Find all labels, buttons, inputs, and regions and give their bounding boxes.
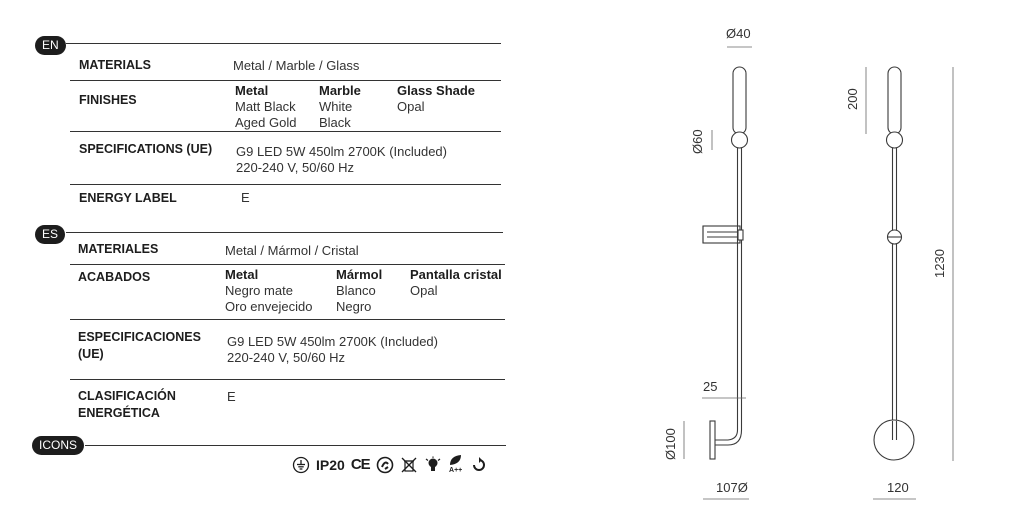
finish-head: Mármol: [336, 267, 383, 282]
spec-line: G9 LED 5W 450lm 2700K (Included): [236, 144, 447, 159]
section-tag-en: EN: [35, 36, 66, 55]
spec-line: G9 LED 5W 450lm 2700K (Included): [227, 334, 438, 349]
energy-value: E: [241, 190, 250, 205]
dim-arm-thickness: 25: [703, 379, 718, 394]
finish-head: Metal: [225, 267, 259, 282]
dim-base-diameter: Ø100: [663, 428, 678, 460]
front-view-lamp: [874, 67, 914, 460]
energy-label: ENERGY LABEL: [79, 191, 177, 205]
finish-item: Blanco: [336, 283, 376, 298]
section-tag-es: ES: [35, 225, 65, 244]
materiales-value: Metal / Mármol / Cristal: [225, 243, 359, 258]
finish-item: Black: [319, 115, 351, 130]
label-line: ESPECIFICACIONES: [78, 330, 201, 344]
materials-label: MATERIALS: [79, 58, 151, 72]
finish-item: Opal: [397, 99, 425, 114]
section-tag-icons: ICONS: [32, 436, 84, 455]
finish-item: Opal: [410, 283, 438, 298]
finish-head: Metal: [235, 83, 269, 98]
finish-item: Oro envejecido: [225, 299, 313, 314]
finish-item: Aged Gold: [235, 115, 297, 130]
spec-line: 220-240 V, 50/60 Hz: [236, 160, 355, 175]
dim-total-height: 1230: [932, 249, 947, 278]
dim-projection: 107Ø: [716, 480, 748, 495]
ce-mark-icon: CE: [350, 455, 370, 473]
finishes-label: FINISHES: [79, 93, 137, 107]
clasificacion-value: E: [227, 389, 236, 404]
label-line: CLASIFICACIÓN: [78, 389, 176, 403]
finish-item: Negro: [336, 299, 372, 314]
finish-head: Pantalla cristal: [410, 267, 502, 282]
ip20-label: IP20: [316, 456, 345, 473]
materiales-label: MATERIALES: [78, 242, 159, 256]
materials-value: Metal / Marble / Glass: [233, 58, 360, 73]
a-plus-plus-label: A++: [449, 467, 463, 474]
label-line: (UE): [78, 347, 104, 361]
label-line: ENERGÉTICA: [78, 406, 160, 420]
spec-line: 220-240 V, 50/60 Hz: [227, 350, 346, 365]
finish-head: Marble: [319, 83, 361, 98]
dim-shade-diameter: Ø40: [726, 26, 751, 41]
finish-item: Matt Black: [235, 99, 296, 114]
finish-head: Glass Shade: [397, 83, 476, 98]
side-view-lamp: [703, 67, 748, 459]
finish-item: White: [319, 99, 353, 114]
specifications-label: SPECIFICATIONS (UE): [79, 142, 213, 156]
dim-ball-diameter: Ø60: [690, 129, 705, 154]
acabados-label: ACABADOS: [78, 270, 151, 284]
finish-item: Negro mate: [225, 283, 293, 298]
dim-base-width: 120: [887, 480, 909, 495]
dim-shade-height: 200: [845, 88, 860, 110]
